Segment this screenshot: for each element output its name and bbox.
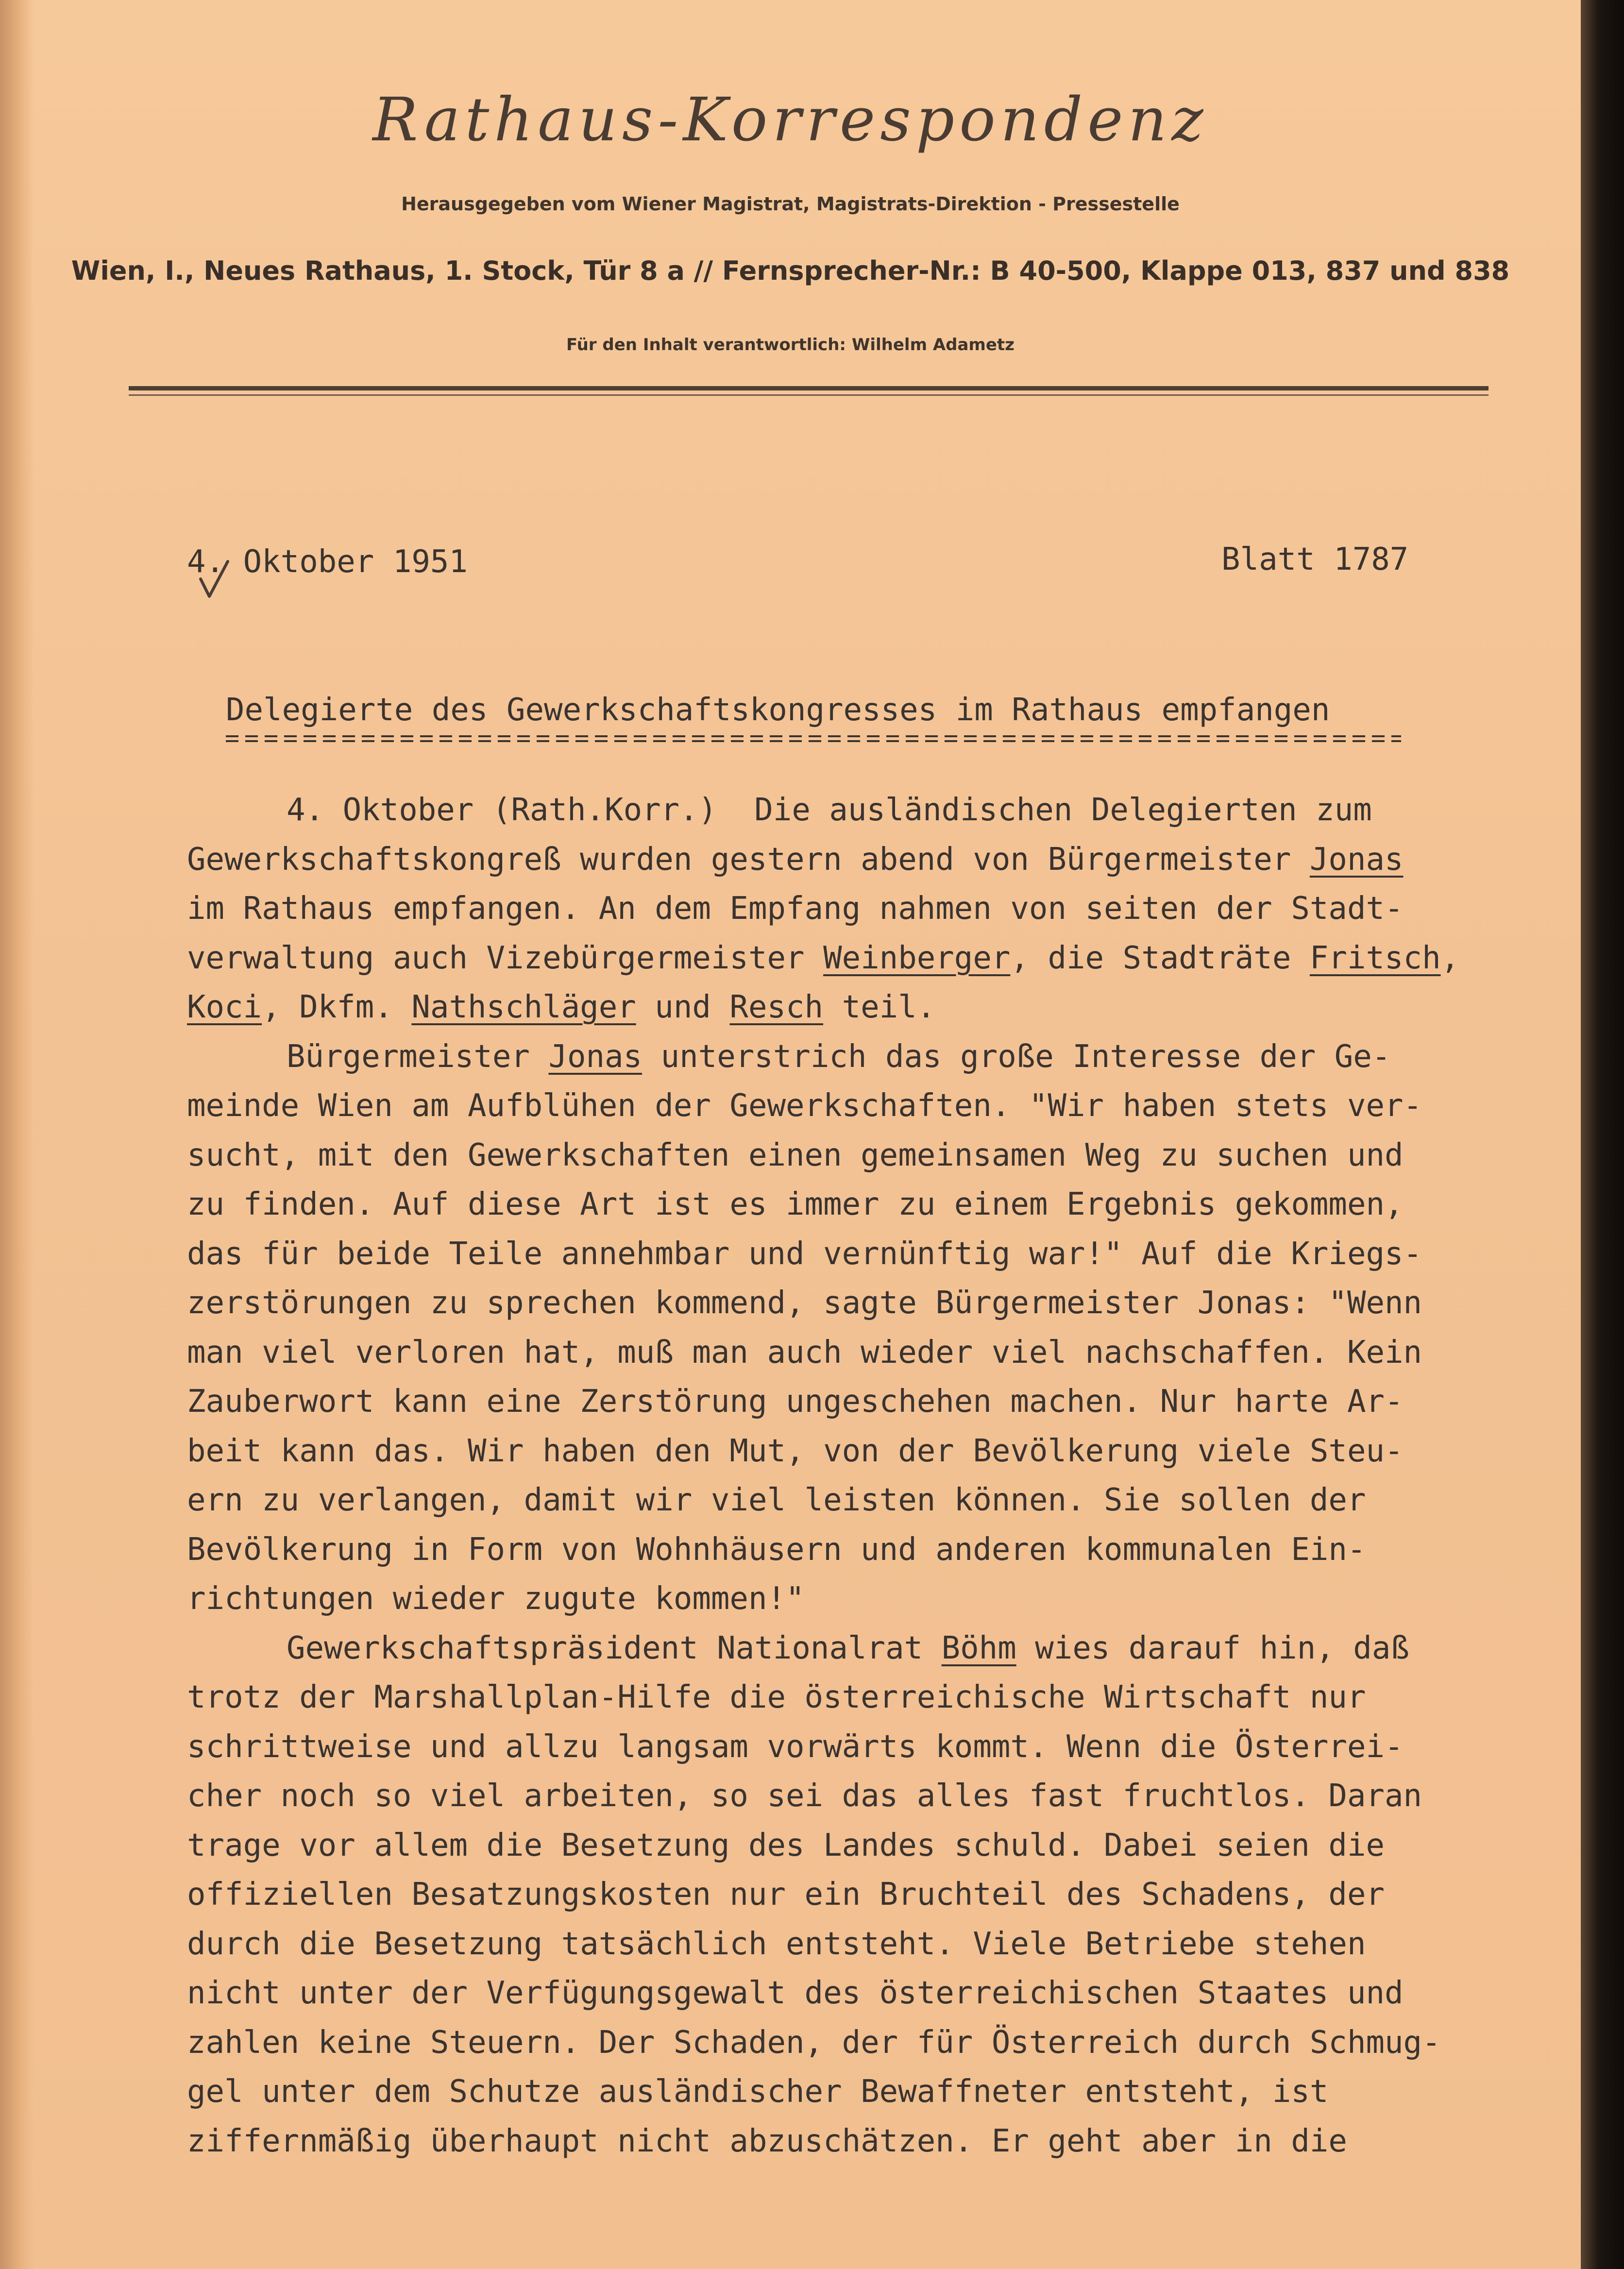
text-line: schrittweise und allzu langsam vorwärts kommt. Wenn die Österrei- <box>187 1728 1404 1765</box>
text-line: ern zu verlangen, damit wir viel leisten können. Sie sollen der <box>187 1482 1366 1518</box>
text-line: 4. Oktober (Rath.Korr.) Die ausländischen Delegierten zum <box>287 792 1372 828</box>
name-jonas: Jonas <box>1309 841 1404 878</box>
masthead-title: Rathaus-Korrespondenz <box>372 85 1208 155</box>
text-line: man viel verloren hat, muß man auch wieder viel nachschaffen. Kein <box>187 1334 1422 1371</box>
masthead-rule <box>129 386 1489 390</box>
text-line: nicht unter der Verfügungsgewalt des österreichischen Staates und <box>187 1975 1404 2011</box>
text-line: trotz der Marshallplan-Hilfe die österreichische Wirtschaft nur <box>187 1679 1366 1715</box>
name-koci: Koci <box>187 989 262 1025</box>
masthead-subtitle: Herausgegeben vom Wiener Magistrat, Magistrats-Direktion - Pressestelle <box>401 193 1180 215</box>
text-line: im Rathaus empfangen. An dem Empfang nahmen von seiten der Stadt- <box>187 891 1404 927</box>
name-boehm: Böhm <box>941 1630 1016 1666</box>
checkmark-icon <box>197 559 231 602</box>
text-line: das für beide Teile annehmbar und vernünftig war!" Auf die Kriegs- <box>187 1236 1422 1272</box>
headline: Delegierte des Gewerkschaftskongresses im Rathaus empfangen <box>226 692 1330 728</box>
name-nathschlaeger: Nathschläger <box>411 989 636 1025</box>
text-line: gel unter dem Schutze ausländischer Bewaffneter entsteht, ist <box>187 2074 1329 2110</box>
masthead-responsible: Für den Inhalt verantwortlich: Wilhelm Adametz <box>566 335 1015 355</box>
text-line: sucht, mit den Gewerkschaften einen gemeinsamen Weg zu suchen und <box>187 1137 1404 1173</box>
text-line: Gewerkschaftspräsident Nationalrat Böhm wies darauf hin, daß <box>287 1630 1409 1666</box>
headline-double-underline <box>226 733 1401 745</box>
name-jonas: Jonas <box>548 1038 643 1075</box>
text-line: beit kann das. Wir haben den Mut, von der Bevölkerung viele Steu- <box>187 1433 1404 1469</box>
masthead-address: Wien, I., Neues Rathaus, 1. Stock, Tür 8 a // Fernsprecher-Nr.: B 40-500, Klappe 013, 837 und 838 <box>71 255 1510 286</box>
text-line: offiziellen Besatzungskosten nur ein Bruchteil des Schadens, der <box>187 1877 1385 1913</box>
sheet-number: Blatt 1787 <box>1221 542 1409 577</box>
text-line: zerstörungen zu sprechen kommend, sagte Bürgermeister Jonas: "Wenn <box>187 1285 1422 1321</box>
text-line: Bevölkerung in Form von Wohnhäusern und anderen kommunalen Ein- <box>187 1531 1366 1568</box>
article-body <box>187 786 1527 2166</box>
name-fritsch: Fritsch <box>1309 940 1441 976</box>
binding-edge <box>1581 0 1624 2269</box>
text-line: Bürgermeister Jonas unterstrich das große Interesse der Ge- <box>287 1038 1391 1075</box>
text-line: verwaltung auch Vizebürgermeister Weinberger, die Stadträte Fritsch, <box>187 940 1460 976</box>
text-line: cher noch so viel arbeiten, so sei das alles fast fruchtlos. Daran <box>187 1778 1422 1814</box>
text-line: zahlen keine Steuern. Der Schaden, der für Österreich durch Schmug- <box>187 2024 1441 2061</box>
text-line: ziffernmäßig überhaupt nicht abzuschätzen. Er geht aber in die <box>187 2123 1347 2159</box>
text-line: richtungen wieder zugute kommen!" <box>187 1581 805 1617</box>
text-line: Koci, Dkfm. Nathschläger und Resch teil. <box>187 989 936 1025</box>
text-line: Zauberwort kann eine Zerstörung ungeschehen machen. Nur harte Ar- <box>187 1384 1404 1420</box>
text-line: durch die Besetzung tatsächlich entsteht. Viele Betriebe stehen <box>187 1926 1366 1962</box>
masthead-rule-thin <box>129 394 1489 396</box>
date: 4. Oktober 1951 <box>187 544 468 580</box>
name-resch: Resch <box>729 989 824 1025</box>
text-line: Gewerkschaftskongreß wurden gestern abend von Bürgermeister Jonas <box>187 841 1404 878</box>
text-line: zu finden. Auf diese Art ist es immer zu einem Ergebnis gekommen, <box>187 1186 1404 1222</box>
name-weinberger: Weinberger <box>823 940 1011 976</box>
text-line: trage vor allem die Besetzung des Landes schuld. Dabei seien die <box>187 1827 1385 1863</box>
text-line: meinde Wien am Aufblühen der Gewerkschaften. "Wir haben stets ver- <box>187 1088 1422 1124</box>
